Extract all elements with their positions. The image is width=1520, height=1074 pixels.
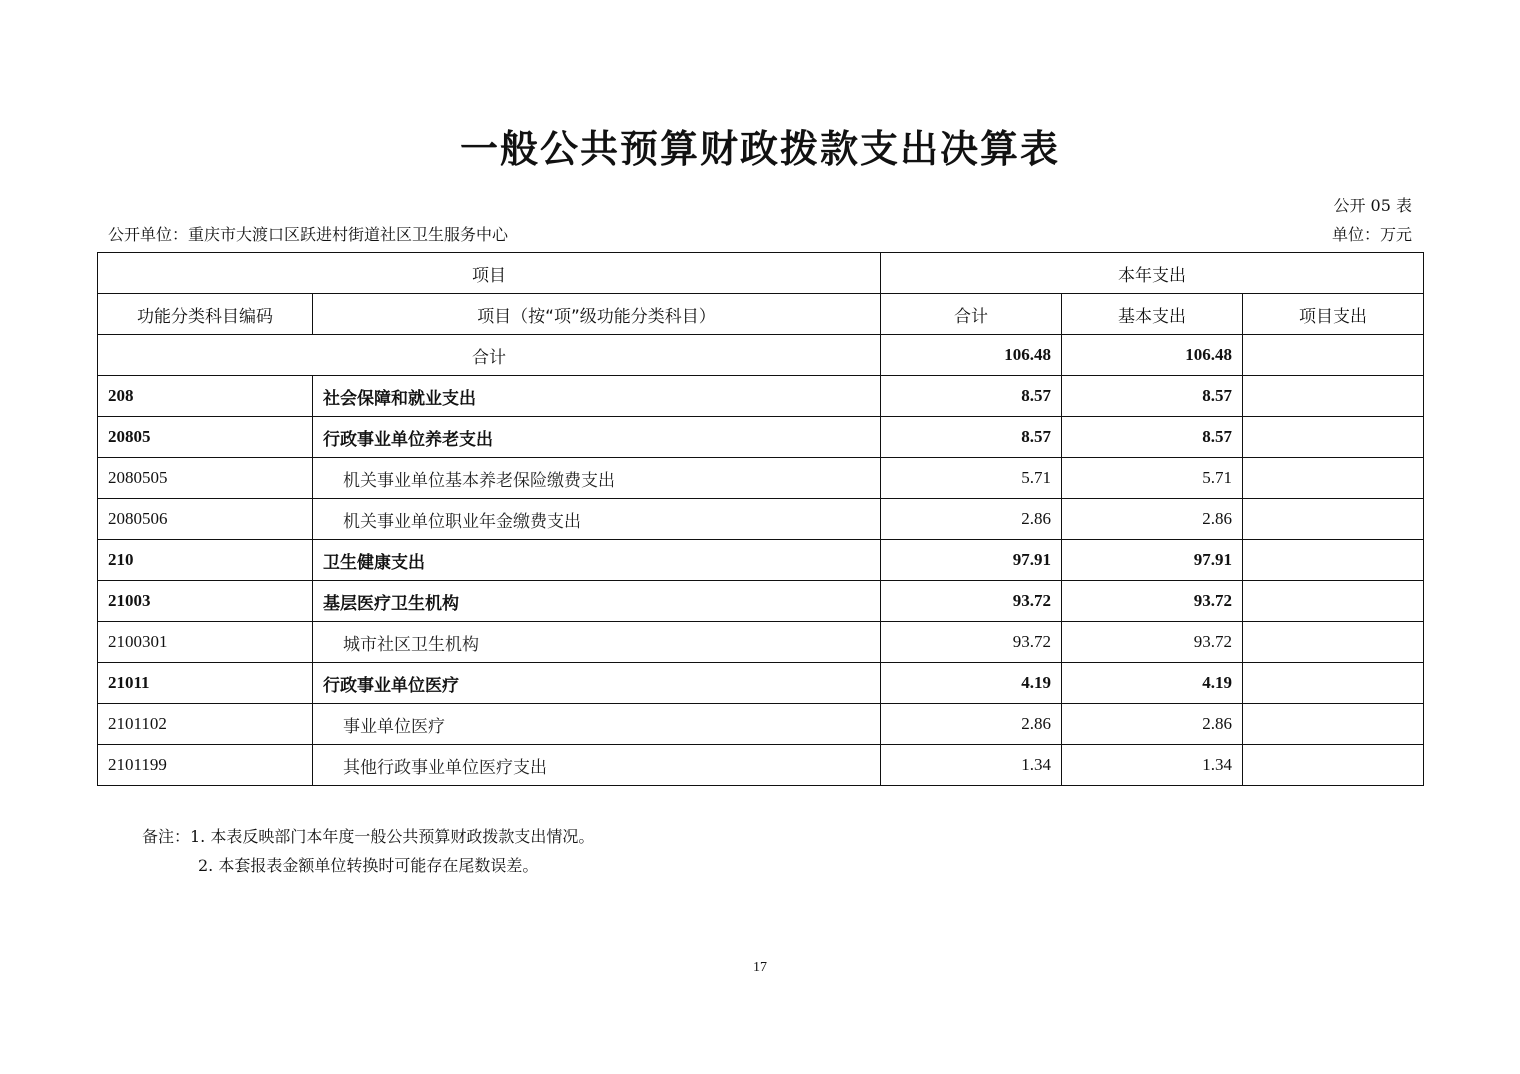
row-project bbox=[1243, 417, 1424, 458]
row-project bbox=[1243, 458, 1424, 499]
row-name: 城市社区卫生机构 bbox=[313, 622, 881, 663]
note-line-1: 备注：1. 本表反映部门本年度一般公共预算财政拨款支出情况。 bbox=[142, 827, 595, 846]
total-row bbox=[98, 335, 1424, 376]
row-total: 93.72 bbox=[881, 622, 1062, 663]
row-code: 21003 bbox=[98, 581, 313, 622]
row-basic: 5.71 bbox=[1062, 458, 1243, 499]
row-basic: 93.72 bbox=[1062, 622, 1243, 663]
row-name: 机关事业单位基本养老保险缴费支出 bbox=[313, 458, 881, 499]
row-code: 208 bbox=[98, 376, 313, 417]
row-name: 行政事业单位养老支出 bbox=[313, 417, 881, 458]
header-name: 项目（按“项”级功能分类科目） bbox=[313, 294, 881, 335]
header-code: 功能分类科目编码 bbox=[98, 294, 313, 335]
row-project bbox=[1243, 581, 1424, 622]
row-code: 210 bbox=[98, 540, 313, 581]
row-project bbox=[1243, 376, 1424, 417]
header-item: 项目 bbox=[98, 253, 881, 294]
row-basic: 93.72 bbox=[1062, 581, 1243, 622]
expenditure-table bbox=[97, 252, 1424, 786]
total-total: 106.48 bbox=[881, 335, 1062, 376]
page-number: 17 bbox=[753, 960, 767, 975]
row-total: 8.57 bbox=[881, 376, 1062, 417]
row-basic: 8.57 bbox=[1062, 376, 1243, 417]
row-code: 2080506 bbox=[98, 499, 313, 540]
table-row bbox=[98, 417, 1424, 458]
row-total: 8.57 bbox=[881, 417, 1062, 458]
table-row bbox=[98, 622, 1424, 663]
row-basic: 8.57 bbox=[1062, 417, 1243, 458]
header-total: 合计 bbox=[881, 294, 1062, 335]
row-basic: 1.34 bbox=[1062, 745, 1243, 786]
header-row-1 bbox=[98, 253, 1424, 294]
page-title: 一般公共预算财政拨款支出决算表 bbox=[459, 127, 1060, 171]
row-project bbox=[1243, 622, 1424, 663]
table-row bbox=[98, 458, 1424, 499]
reporting-unit: 公开单位：重庆市大渡口区跃进村街道社区卫生服务中心 bbox=[108, 225, 509, 244]
row-code: 2080505 bbox=[98, 458, 313, 499]
row-code: 21011 bbox=[98, 663, 313, 704]
table-row bbox=[98, 540, 1424, 581]
row-name: 卫生健康支出 bbox=[313, 540, 881, 581]
row-basic: 2.86 bbox=[1062, 704, 1243, 745]
row-total: 5.71 bbox=[881, 458, 1062, 499]
row-basic: 4.19 bbox=[1062, 663, 1243, 704]
row-code: 2101199 bbox=[98, 745, 313, 786]
total-basic: 106.48 bbox=[1062, 335, 1243, 376]
table-row bbox=[98, 663, 1424, 704]
row-total: 93.72 bbox=[881, 581, 1062, 622]
row-code: 2100301 bbox=[98, 622, 313, 663]
form-number: 公开 05 表 bbox=[1333, 196, 1412, 215]
row-code: 2101102 bbox=[98, 704, 313, 745]
row-name: 事业单位医疗 bbox=[313, 704, 881, 745]
row-basic: 97.91 bbox=[1062, 540, 1243, 581]
header-project: 项目支出 bbox=[1243, 294, 1424, 335]
row-project bbox=[1243, 540, 1424, 581]
row-name: 基层医疗卫生机构 bbox=[313, 581, 881, 622]
row-total: 1.34 bbox=[881, 745, 1062, 786]
row-basic: 2.86 bbox=[1062, 499, 1243, 540]
row-name: 社会保障和就业支出 bbox=[313, 376, 881, 417]
total-label: 合计 bbox=[98, 335, 881, 376]
currency-unit: 单位：万元 bbox=[1331, 225, 1412, 244]
table-row bbox=[98, 376, 1424, 417]
row-project bbox=[1243, 663, 1424, 704]
table-row bbox=[98, 499, 1424, 540]
total-project bbox=[1243, 335, 1424, 376]
row-total: 97.91 bbox=[881, 540, 1062, 581]
row-name: 行政事业单位医疗 bbox=[313, 663, 881, 704]
header-current-year: 本年支出 bbox=[881, 253, 1424, 294]
header-row-2 bbox=[98, 294, 1424, 335]
row-total: 4.19 bbox=[881, 663, 1062, 704]
notes bbox=[142, 822, 594, 880]
table-row bbox=[98, 704, 1424, 745]
row-project bbox=[1243, 704, 1424, 745]
note-line-2: 2. 本套报表金额单位转换时可能存在尾数误差。 bbox=[198, 856, 539, 875]
table-row bbox=[98, 581, 1424, 622]
table-row bbox=[98, 745, 1424, 786]
row-name: 其他行政事业单位医疗支出 bbox=[313, 745, 881, 786]
unit-info-row bbox=[108, 222, 1412, 245]
header-basic: 基本支出 bbox=[1062, 294, 1243, 335]
row-project bbox=[1243, 745, 1424, 786]
row-code: 20805 bbox=[98, 417, 313, 458]
row-name: 机关事业单位职业年金缴费支出 bbox=[313, 499, 881, 540]
row-project bbox=[1243, 499, 1424, 540]
row-total: 2.86 bbox=[881, 704, 1062, 745]
row-total: 2.86 bbox=[881, 499, 1062, 540]
